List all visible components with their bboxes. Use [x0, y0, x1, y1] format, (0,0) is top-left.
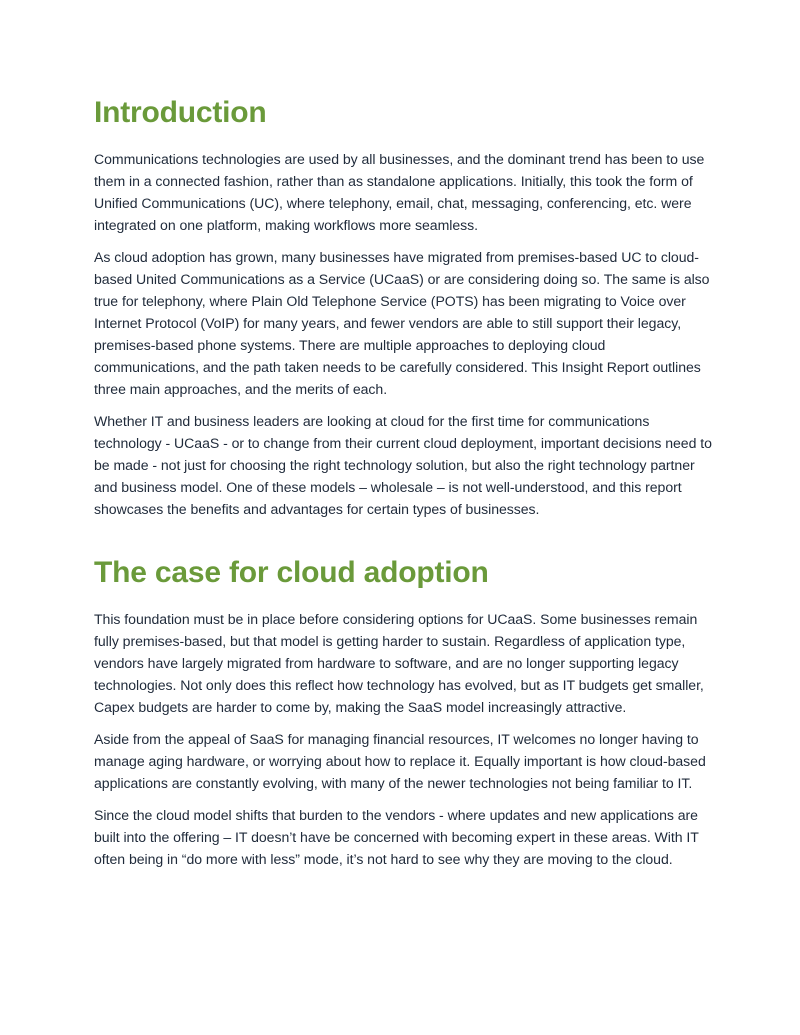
- cloud-adoption-section: [94, 554, 712, 870]
- cloud-paragraph-3: Since the cloud model shifts that burden to the vendors - where updates and new applications are built into the offering – IT doesn’t have be concerned with becoming expert in these areas. With IT often being in “do more with less” mode, it’s not hard to see why they are moving to the cloud.: [94, 807, 699, 867]
- intro-paragraph-1: Communications technologies are used by all businesses, and the dominant trend has been to use them in a connected fashion, rather than as standalone applications. Initially, this took the form of Unified Communications (UC), where telephony, email, chat, messaging, conferencing, etc. were integrated on one platform, making workflows more seamless.: [94, 151, 705, 233]
- cloud-paragraph-1: This foundation must be in place before considering options for UCaaS. Some businesses remain fully premises-based, but that model is getting harder to sustain. Regardless of application type, vendors have largely migrated from hardware to software, and are no longer supporting legacy technologies. Not only does this reflect how technology has evolved, but as IT budgets get smaller, Capex budgets are harder to come by, making the SaaS model increasingly attractive.: [94, 611, 704, 715]
- cloud-paragraph-2: Aside from the appeal of SaaS for managing financial resources, IT welcomes no longer having to manage aging hardware, or worrying about how to replace it. Equally important is how cloud-based applications are constantly evolving, with many of the newer technologies not being familiar to IT.: [94, 731, 706, 791]
- document-page: [94, 94, 712, 880]
- intro-paragraph-2: As cloud adoption has grown, many businesses have migrated from premises-based UC to cloud-based United Communications as a Service (UCaaS) or are considering doing so. The same is also true for telephony, where Plain Old Telephone Service (POTS) has been migrating to Voice over Internet Protocol (VoIP) for many years, and fewer vendors are able to still support their legacy, premises-based phone systems. There are multiple approaches to deploying cloud communications, and the path taken needs to be carefully considered. This Insight Report outlines three main approaches, and the merits of each.: [94, 249, 710, 397]
- intro-paragraph-3: Whether IT and business leaders are looking at cloud for the first time for communications technology - UCaaS - or to change from their current cloud deployment, important decisions need to be made - not just for choosing the right technology solution, but also the right technology partner and business model. One of these models – wholesale – is not well-understood, and this report showcases the benefits and advantages for certain types of businesses.: [94, 413, 712, 517]
- cloud-adoption-heading: The case for cloud adoption: [94, 556, 489, 589]
- introduction-section: [94, 94, 712, 520]
- introduction-heading: Introduction: [94, 96, 267, 129]
